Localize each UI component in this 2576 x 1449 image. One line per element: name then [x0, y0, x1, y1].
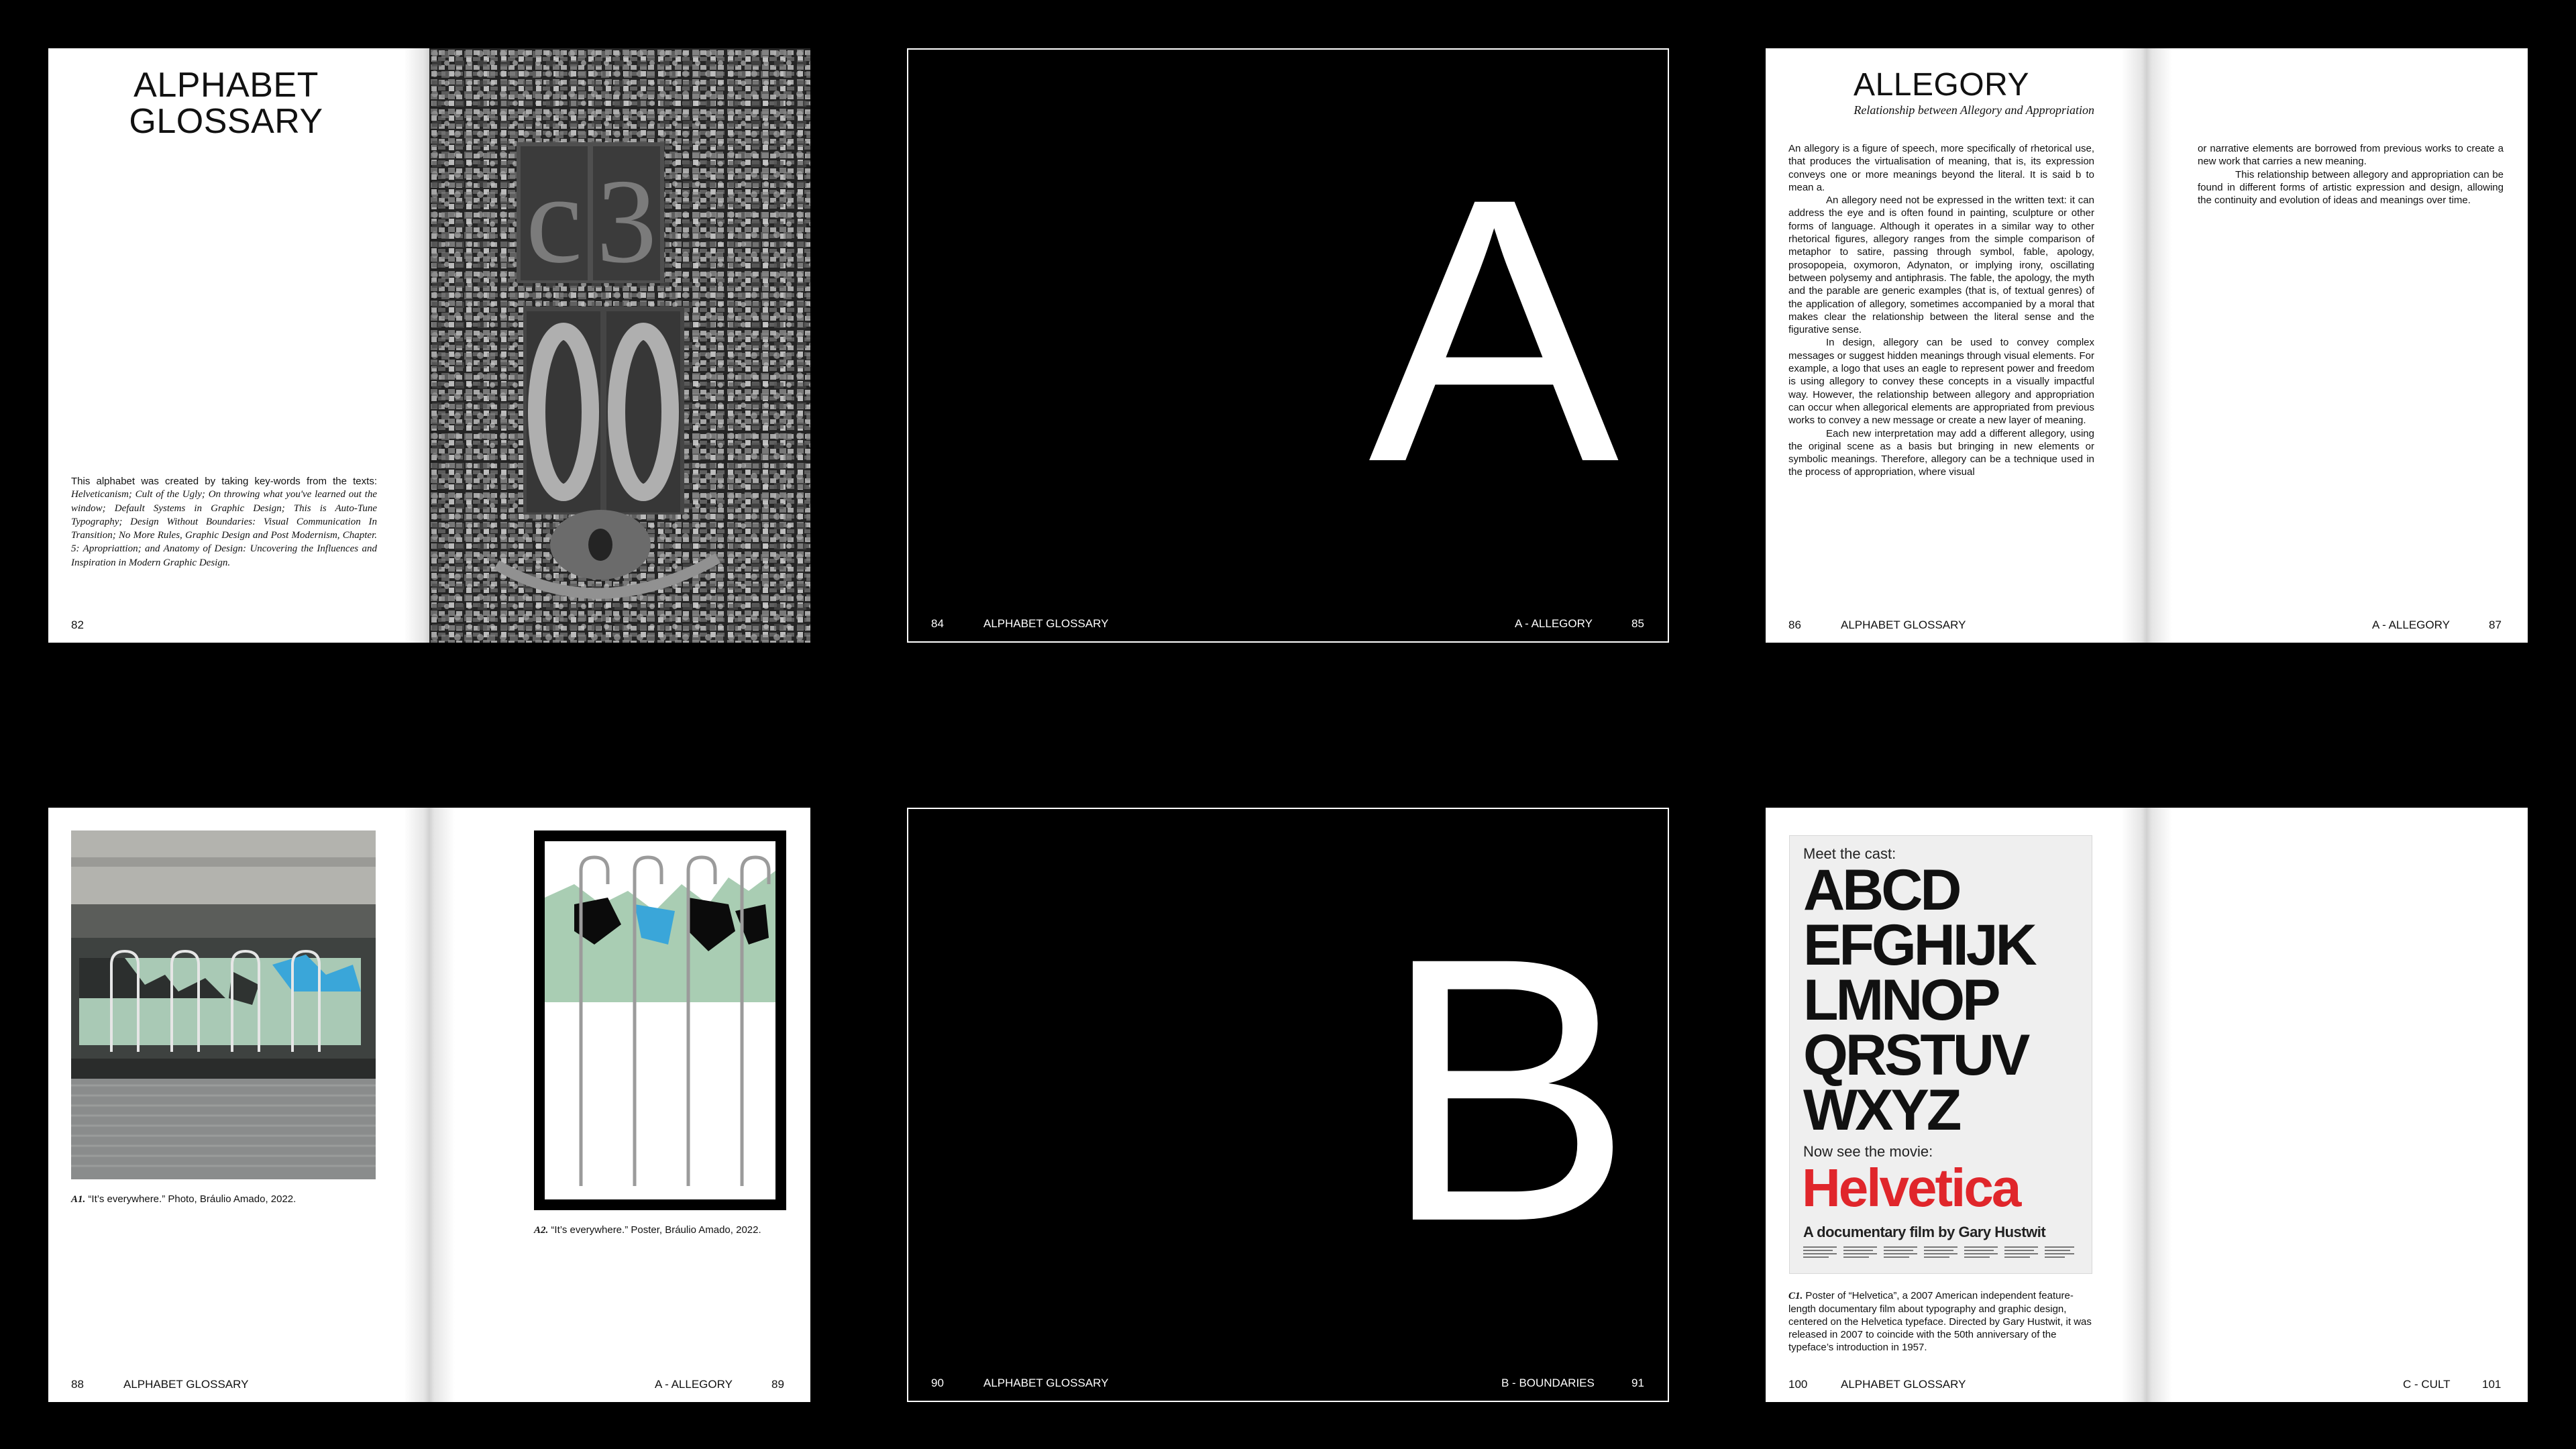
spread-letter-b [907, 808, 1669, 1402]
photo-a1-image [71, 830, 376, 1179]
running-head-right: A - ALLEGORY [2372, 619, 2450, 631]
paragraph: In design, allegory can be used to convey complex messages or suggest hidden meanings through visual elements. For example, a logo that uses an eagle to represent power and freedom is using allegory to convey these concepts in a visually impactful way. However, the relationship between allegory and appropriation can occur when allegorical elements are appropriated from previous works to convey a new message or create a new layer of meaning. [1788, 337, 2094, 427]
page-number-right: 89 [771, 1378, 784, 1391]
caption-a2 [534, 1224, 802, 1237]
spread-allegory-images [48, 808, 810, 1402]
running-head-right: B - BOUNDARIES [1501, 1377, 1595, 1389]
poster-row: LMNOP [1803, 968, 1998, 1032]
divider-letter-b: B [1382, 879, 1633, 1299]
page-number-left: 100 [1788, 1378, 1808, 1391]
page-number-left: 90 [931, 1377, 944, 1389]
caption-label: A1. [71, 1194, 86, 1205]
caption-text: “It’s everywhere.” Photo, Bráulio Amado, 2022. [85, 1193, 297, 1205]
poster-byline: A documentary film by Gary Hustwit [1803, 1224, 2046, 1240]
caption-label: A2. [534, 1225, 549, 1236]
running-head-left: ALPHABET GLOSSARY [1841, 619, 1966, 631]
poster-row: QRSTUV [1803, 1023, 2028, 1087]
poster-a2-image [534, 830, 786, 1210]
page-number-right: 85 [1631, 617, 1644, 630]
page-number-left: 84 [931, 617, 944, 630]
caption-a1 [71, 1193, 376, 1206]
spread-letter-a [907, 48, 1669, 643]
running-head-left: ALPHABET GLOSSARY [123, 1378, 249, 1391]
helvetica-poster [1790, 836, 2092, 1273]
poster-now-see: Now see the movie: [1803, 1143, 1933, 1160]
intro-paragraph [71, 475, 377, 570]
caption-text: “It’s everywhere.” Poster, Bráulio Amado, 2022. [548, 1224, 761, 1236]
poster-intro: Meet the cast: [1803, 845, 1896, 862]
letterpress-photo-image [429, 48, 810, 643]
caption-label: C1. [1788, 1291, 1803, 1301]
type-block-c: c [525, 149, 583, 290]
spread-cult-poster [1766, 808, 2528, 1402]
poster-row: EFGHIJK [1803, 913, 2035, 977]
right-column-text [2198, 142, 2504, 207]
section-subtitle: Relationship between Allegory and Appropriation [1854, 103, 2094, 117]
letterpress-photo [429, 48, 810, 643]
paragraph: An allegory is a figure of speech, more specifically of rhetorical use, that produces the virtualisation of meaning, that is, its expression conveys one or more meanings beyond the literal. It is said b to mean a. [1788, 143, 2094, 193]
caption-text: Poster of “Helvetica”, a 2007 American independent feature-length documentary film about typography and graphic design, centered on the Helvetica typeface. Directed by Gary Hustwit, it was released in 2007 to coincide with the 50th anniversary of the typeface’s introduction in 1957. [1788, 1290, 2092, 1353]
running-head-right: C - CULT [2403, 1378, 2451, 1391]
poster-alphabet [1803, 858, 2085, 1142]
page-number-left: 82 [71, 619, 84, 631]
poster-row: WXYZ [1803, 1078, 1960, 1142]
page-number-left: 86 [1788, 619, 1801, 631]
running-head-right: A - ALLEGORY [655, 1378, 733, 1391]
section-title: ALLEGORY [1854, 67, 2029, 103]
intro-text: This alphabet was created by taking key-words from the texts: [71, 476, 377, 487]
running-head-left: ALPHABET GLOSSARY [983, 1377, 1109, 1389]
paragraph: This relationship between allegory and appropriation can be found in different forms of artistic expression and design, allowing the continuity and evolution of ideas and meanings over time. [2198, 168, 2504, 207]
left-column-text [1788, 142, 2094, 479]
poster-row: ABCD [1803, 858, 1960, 922]
page-title [48, 67, 404, 140]
type-block-3: 3 [596, 154, 657, 288]
title-line-2: GLOSSARY [129, 102, 323, 141]
paragraph: Each new interpretation may add a different allegory, using the original scene as a basis but bringing in new elements or symbolic meanings. Therefore, allegory can be a technique used in the process of appropriation, where visual [1788, 427, 2094, 478]
page-number-right: 101 [2482, 1378, 2502, 1391]
page-number-right: 91 [1631, 1377, 1644, 1389]
poster-a2 [534, 830, 786, 1210]
page-number-left: 88 [71, 1378, 84, 1391]
paragraph: An allegory need not be expressed in the written text: it can address the eye and is often found in painting, sculpture or other forms of language. Although it operates in a similar way to other rhetorical figures, allegory ranges from the simple comparison of metaphor to satire, passing through symbol, fable, apology, prosopopeia, oxymoron, Adynaton, or implying irony, oscillating between polysemy and antiphrasis. The fable, the apology, the myth and the parable are generic examples (that is, of textual genres) of the application of allegory, sometimes accompanied by a moral that makes clear the relationship between the literal sense and the figurative sense. [1788, 195, 2094, 336]
page-number-right: 87 [2489, 619, 2502, 631]
running-head-left: ALPHABET GLOSSARY [1841, 1378, 1966, 1391]
intro-text-list: Helveticanism; Cult of the Ugly; On throwing what you've learned out the window; Default Systems in Graphic Design; This is Auto-Tune Typography; Design Without Boundaries: Visual Communication In Transition; No More Rules, Graphic Design and Post Modernism, Chapter. 5: Apropriattion; and Anatomy of Design: Uncovering the Influences and Inspiration in Modern Graphic Design. [71, 489, 377, 568]
divider-letter-a: A [1368, 120, 1619, 540]
title-line-1: ALPHABET [133, 66, 319, 105]
running-head-left: ALPHABET GLOSSARY [983, 617, 1109, 630]
spread-alphabet-glossary-intro [48, 48, 810, 643]
paragraph: or narrative elements are borrowed from previous works to create a new work that carries a new meaning. [2198, 143, 2504, 168]
poster-title: Helvetica [1802, 1158, 2020, 1218]
running-head-right: A - ALLEGORY [1515, 617, 1593, 630]
spread-allegory-text [1766, 48, 2528, 643]
poster-credits [1803, 1245, 2078, 1265]
photo-a1 [71, 830, 376, 1179]
caption-c1 [1788, 1289, 2094, 1354]
